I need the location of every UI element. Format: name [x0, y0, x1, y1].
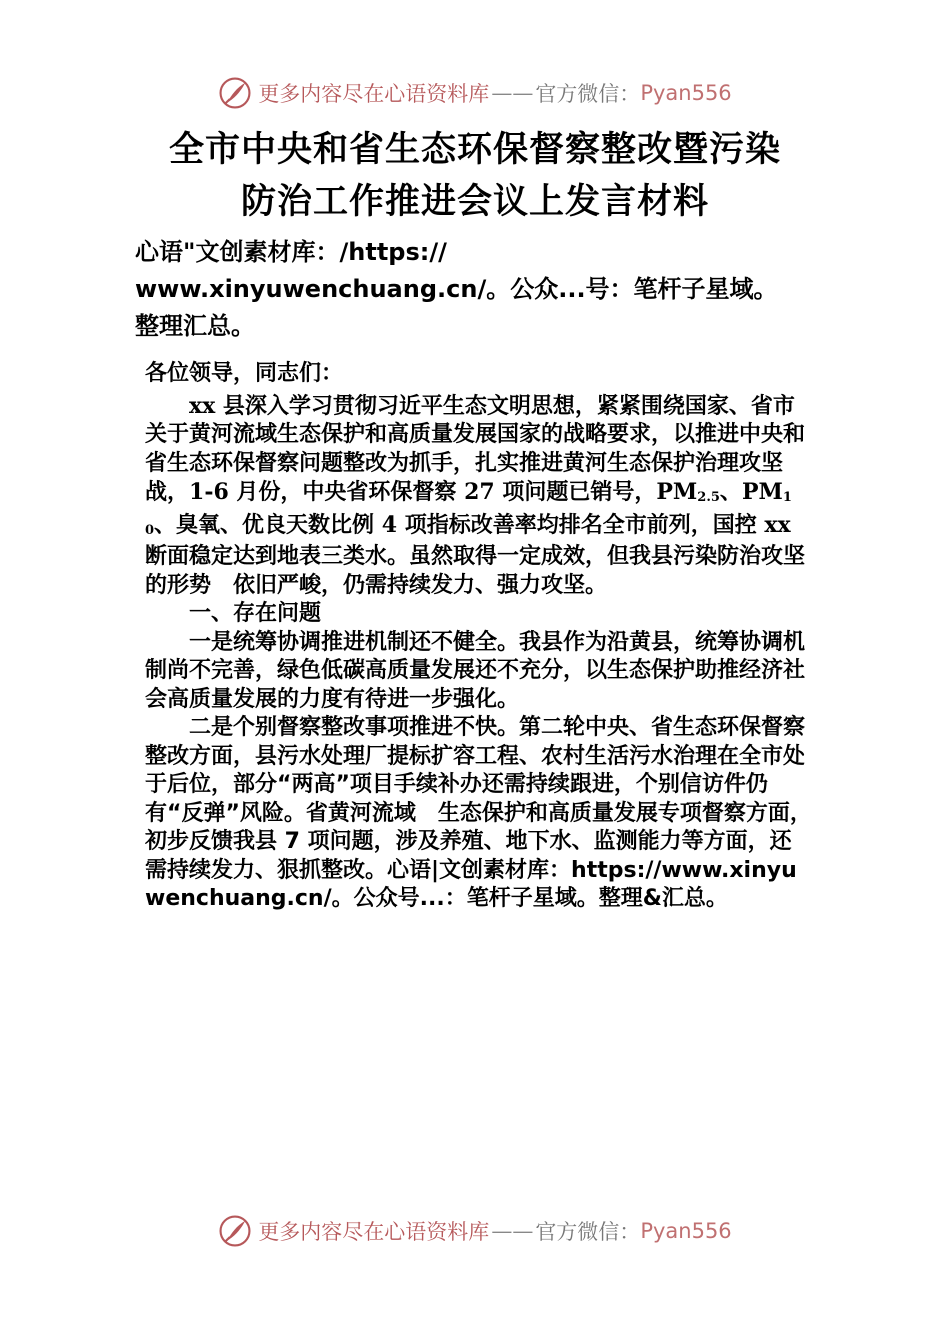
watermark-wechat-label: 官方微信： — [535, 1220, 641, 1244]
source-note — [135, 234, 825, 345]
watermark-wechat-id: Pyan556 — [640, 81, 732, 105]
paragraph-problem-2: 二是个别督察整改事项推进不快。第二轮中央、省生态环保督察整改方面，县污水处理厂提标扩容工程、农村生活污水治理在全市处于后位，部分“两高”项目手续补办还需持续跟进，个别信访件仍有“反弹”风险。省黄河流域 生态保护和高质量发展专项督察方面，初步反馈我县 7 项问题，涉及养殖、地下水、监测能力等方面，还需持续发力、狠抓整改。心语|文创素材库：https://www.xinyuwenchuang.cn/。公众号...：笔杆子星域。整理&汇总。 — [145, 715, 812, 911]
title-line-1: 全市中央和省生态环保督察整改暨污染 — [168, 129, 781, 170]
greeting: 各位领导，同志们： — [145, 361, 344, 386]
quill-logo-icon — [218, 1214, 252, 1248]
watermark-dash: —— — [491, 81, 534, 105]
paragraph-intro: xx 县深入学习贯彻习近平生态文明思想，紧紧围绕国家、省市关于黄河流域生态保护和高质量发展国家的战略要求，以推进中央和省生态环保督察问题整改为抓手，扎实推进黄河生态保护治理攻坚战，1-6 月份，中央省环保督察 27 项问题已销号，$PM_{2.5}$、$PM_{10}$、臭氧、优良天数比例 4 项指标改善率均排名全市前列，国控 xx 断面稳定达到地表三类水。虽然取得一定成效，但我县污染防治攻坚的形势 依旧严峻，仍需持续发力、强力攻坚。 — [145, 392, 806, 598]
watermark-dash: —— — [491, 1219, 534, 1243]
paragraph-problem-1: 一是统筹协调推进机制还不健全。我县作为沿黄县，统筹协调机制尚不完善，绿色低碳高质量发展还不充分，以生态保护助推经济社会高质量发展的力度有待进一步强化。 — [145, 629, 806, 712]
source-line-3: 整理汇总。 — [135, 312, 255, 340]
quill-logo-icon — [218, 76, 252, 110]
source-line-2: www.xinyuwenchuang.cn/。公众...号：笔杆子星域。 — [135, 275, 778, 303]
document-body — [145, 360, 813, 914]
title-line-2: 防治工作推进会议上发言材料 — [240, 181, 709, 222]
section-heading: 一、存在问题 — [189, 601, 322, 626]
watermark-wechat-label: 官方微信： — [535, 82, 641, 106]
document-title — [0, 124, 950, 228]
header-watermark — [0, 72, 950, 114]
source-line-1: 心语"文创素材库：/https:// — [135, 238, 447, 266]
footer-watermark — [0, 1210, 950, 1252]
watermark-text: 更多内容尽在心语资料库 — [258, 1220, 490, 1244]
watermark-wechat-id: Pyan556 — [640, 1219, 732, 1243]
watermark-text: 更多内容尽在心语资料库 — [258, 82, 490, 106]
